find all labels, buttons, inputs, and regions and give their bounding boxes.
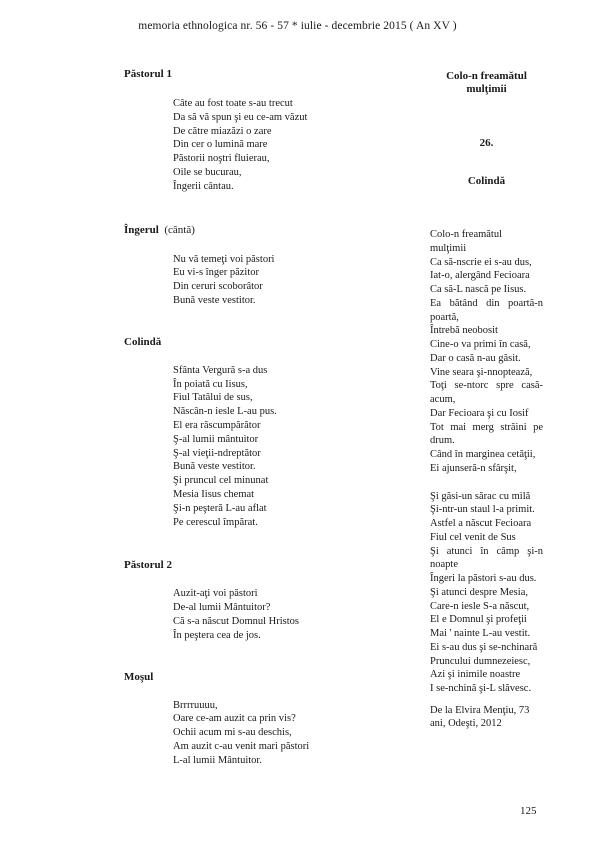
verse-line: Născân-n iesle L-au pus. bbox=[173, 406, 277, 418]
section-title: Îngerul (cântă) bbox=[124, 223, 195, 236]
section-title: Păstorul 1 bbox=[124, 68, 172, 80]
verse-line: Din cer o lumină mare bbox=[173, 139, 268, 151]
verse-line: Păstorii noştri fluierau, bbox=[173, 153, 270, 165]
verse-line: El era răscumpărător bbox=[173, 419, 261, 431]
section-mosul bbox=[124, 671, 414, 768]
lyric-line: Şi atunci în câmp şi-n bbox=[430, 545, 543, 557]
section-pastorul-2 bbox=[124, 559, 414, 642]
lyric-line: Îngeri la păstori s-au dus. bbox=[430, 573, 537, 584]
lyric-line: Fiul cel venit de Sus bbox=[430, 531, 516, 543]
verse-line: Câte au fost toate s-au trecut bbox=[173, 98, 293, 109]
song-number: 26. bbox=[479, 137, 494, 149]
lyric-line: poartă, bbox=[430, 311, 459, 323]
lyric-line: Ca să-L nască pe Iisus. bbox=[430, 284, 527, 295]
section-colinda bbox=[124, 336, 414, 530]
lyric-line: Şi atunci despre Mesia, bbox=[430, 586, 528, 598]
page-number: 125 bbox=[520, 805, 537, 817]
lyric-line: Dar o casă n-au găsit. bbox=[430, 352, 521, 364]
song-subtitle: Colindă bbox=[467, 175, 506, 187]
verse-line: Că s-a născut Domnul Hristos bbox=[173, 615, 299, 627]
page-header: memoria ethnologica nr. 56 - 57 * iulie - decembrie 2015 ( An XV ) bbox=[138, 20, 457, 32]
verse-line: Bună veste vestitor. bbox=[173, 461, 256, 473]
lyric-line: Mai ' nainte L-au vestit. bbox=[430, 628, 531, 639]
lyric-line: mulţimii bbox=[430, 242, 467, 254]
verse-line: Nu vă temeţi voi păstori bbox=[173, 253, 275, 265]
verse-line: Am auzit c-au venit mari păstori bbox=[173, 740, 310, 752]
section-note: (cântă) bbox=[164, 223, 195, 236]
verse-line: L-al lumii Mântuitor. bbox=[173, 754, 262, 766]
lyric-line: Întrebă neobosit bbox=[430, 325, 498, 337]
lyric-line: Ca să-nscrie ei s-au dus, bbox=[430, 256, 532, 268]
lyric-line: Tot mai merg străini pe bbox=[430, 421, 543, 433]
verse-line: Auzit-aţi voi păstori bbox=[173, 588, 258, 600]
lyric-line: Ei ajunseră-n sfârşit, bbox=[430, 462, 517, 474]
verse-line: Ochii acum mi s-au deschis, bbox=[173, 727, 292, 739]
lyric-line: I se-nchină şi-L slăvesc. bbox=[430, 683, 532, 694]
verse-block bbox=[173, 364, 414, 530]
verse-line: Oare ce-am auzit ca prin vis? bbox=[173, 713, 296, 725]
section-pastorul-1 bbox=[124, 68, 414, 194]
source-attribution: De la Elvira Menţiu, 73 ani, Odeşti, 2012 bbox=[430, 704, 530, 730]
verse-line: De-al lumii Mântuitor? bbox=[173, 602, 271, 614]
section-title: Păstorul 2 bbox=[124, 559, 172, 572]
verse-block bbox=[173, 253, 414, 308]
verse-line: Brrrruuuu, bbox=[173, 699, 218, 711]
verse-block bbox=[173, 699, 414, 768]
section-title: Moşul bbox=[124, 670, 154, 683]
left-column bbox=[124, 68, 414, 768]
lyric-line: Toţi se-ntorc spre casă- bbox=[430, 380, 543, 392]
verse-line: În peştera cea de jos. bbox=[173, 629, 261, 641]
lyric-line: acum, bbox=[430, 394, 456, 405]
lyric-line: El e Domnul şi profeţii bbox=[430, 614, 527, 626]
lyric-line: Dar Fecioara şi cu Iosif bbox=[430, 407, 529, 419]
verse-block bbox=[173, 97, 414, 194]
verse-line: Sfânta Vergură s-a dus bbox=[173, 364, 268, 376]
lyric-line: Care-n iesle S-a născut, bbox=[430, 600, 530, 612]
verse-line: De către miazăzi o zare bbox=[173, 125, 272, 137]
verse-line: Mesia Iisus chemat bbox=[173, 488, 255, 500]
lyric-line: Colo-n freamătul bbox=[430, 229, 503, 240]
verse-line: Eu vi-s înger păzitor bbox=[173, 267, 260, 279]
lyric-line: Astfel a născut Fecioara bbox=[430, 518, 532, 529]
verse-line: În poiată cu Iisus, bbox=[173, 378, 248, 390]
section-ingerul bbox=[124, 224, 414, 308]
verse-line: Ş-al lumii mântuitor bbox=[173, 433, 259, 445]
lyric-line: Azi şi inimile noastre bbox=[430, 669, 521, 681]
verse-block bbox=[173, 587, 414, 642]
lyric-line: Ea bătând din poartă-n bbox=[430, 297, 543, 309]
stanza bbox=[430, 228, 543, 476]
verse-line: Din ceruri scoborâtor bbox=[173, 281, 263, 293]
lyric-line: Când în marginea cetăţii, bbox=[430, 449, 536, 460]
verse-line: Fiul Tatălui de sus, bbox=[173, 392, 253, 404]
section-title: Colindă bbox=[124, 335, 162, 348]
verse-line: Pe cerescul împărat. bbox=[173, 516, 258, 528]
lyric-line: Iat-o, alergând Fecioara bbox=[430, 270, 530, 282]
song-title: Colo-n freamătul mulţimii bbox=[446, 70, 527, 95]
verse-line: Ş-al vieţii-ndreptător bbox=[173, 447, 261, 459]
verse-line: Da să vă spun şi eu ce-am văzut bbox=[173, 111, 308, 123]
lyric-line: noapte bbox=[430, 559, 458, 571]
verse-line: Şi pruncul cel minunat bbox=[173, 475, 269, 487]
song-lyrics bbox=[430, 228, 543, 731]
lyric-line: Şi găsi-un sărac cu milă bbox=[430, 490, 531, 502]
verse-line: Îngerii cântau. bbox=[173, 180, 234, 192]
lyric-line: Vine seara şi-nnoptează, bbox=[430, 366, 533, 378]
lyric-line: Pruncului dumnezeiesc, bbox=[430, 655, 531, 667]
lyric-line: Şi-ntr-un staul l-a primit. bbox=[430, 504, 535, 516]
verse-line: Bună veste vestitor. bbox=[173, 294, 256, 306]
lyric-line: Cine-o va primi în casă, bbox=[430, 339, 531, 350]
verse-line: Oile se bucurau, bbox=[173, 166, 242, 178]
stanza bbox=[430, 490, 543, 696]
lyric-line: Ei s-au dus şi se-nchinară bbox=[430, 641, 538, 653]
verse-line: Şi-n peşteră L-au aflat bbox=[173, 502, 267, 514]
lyric-line: drum. bbox=[430, 435, 455, 447]
